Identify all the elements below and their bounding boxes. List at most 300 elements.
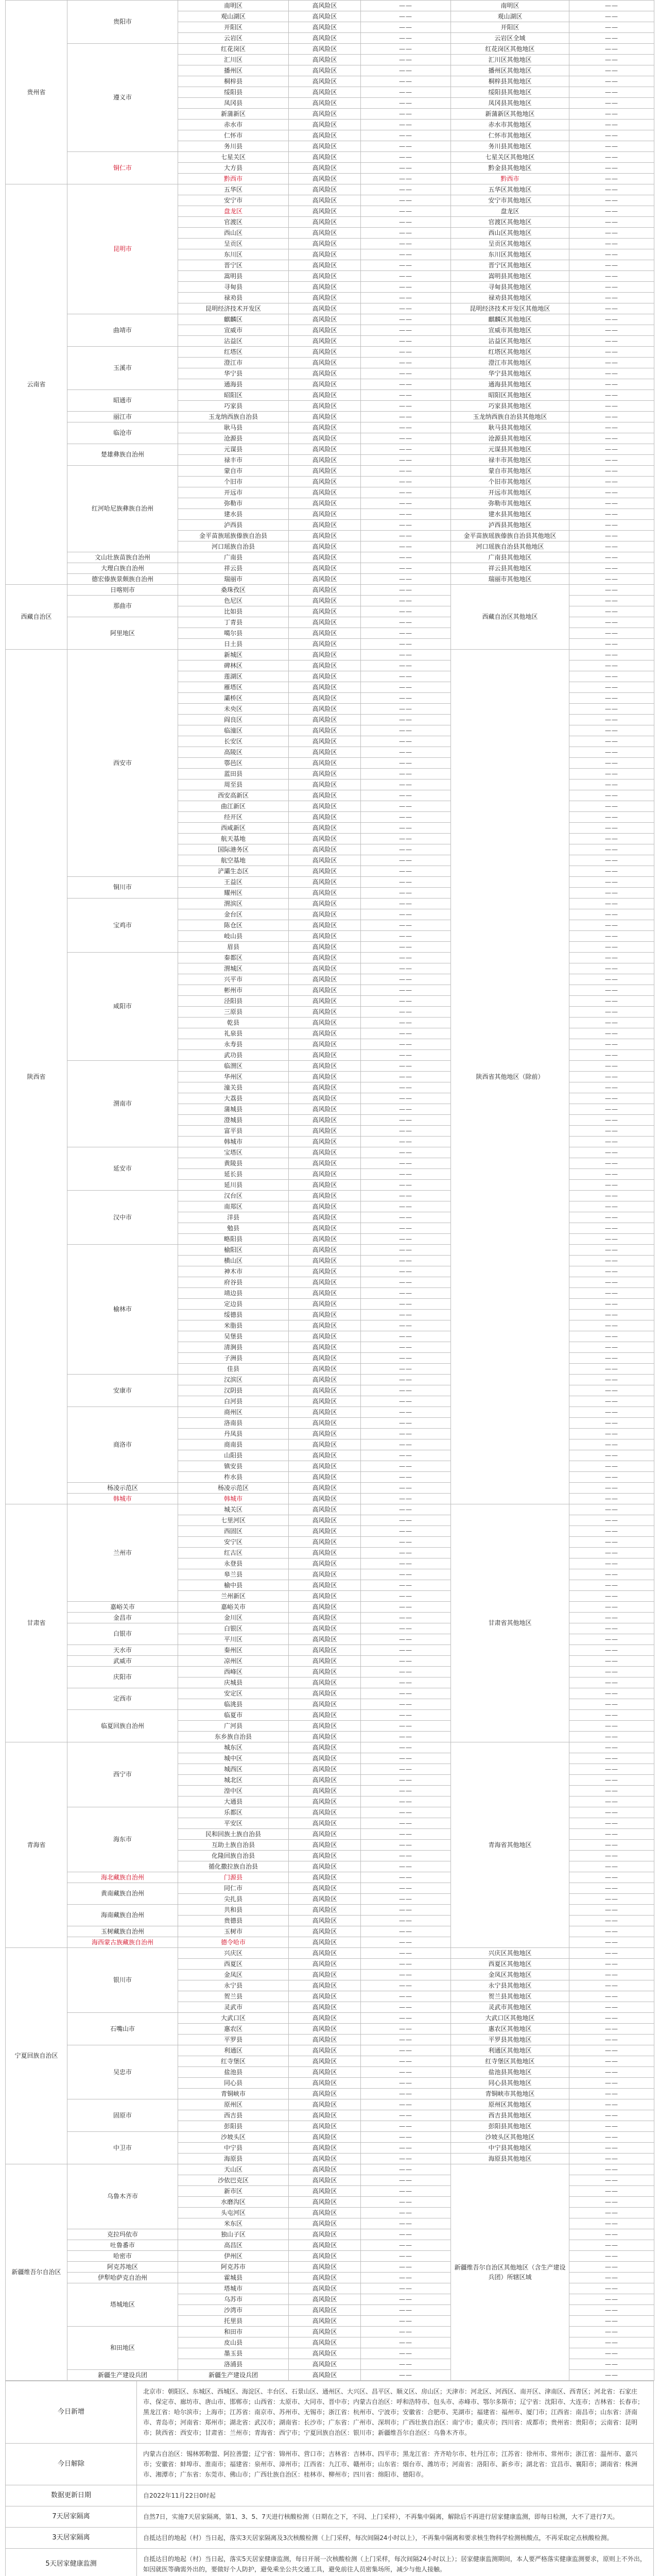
empty-dash-cell: —— [569, 541, 654, 552]
empty-dash-cell: —— [361, 682, 451, 693]
empty-dash-cell: —— [361, 2164, 451, 2175]
other-area-cell: 播州区其他地区 [451, 65, 569, 76]
county-cell: 比如县 [178, 606, 289, 617]
risk-level-cell: 高风险区 [289, 1104, 361, 1115]
other-area-cell: 泸西县其他地区 [451, 520, 569, 531]
empty-dash-cell: —— [569, 1526, 654, 1537]
empty-dash-cell: —— [569, 1732, 654, 1742]
county-cell: 大方县 [178, 163, 289, 174]
empty-dash-cell: —— [569, 844, 654, 855]
page [5, 0, 654, 2576]
risk-level-cell: 高风险区 [289, 909, 361, 920]
empty-dash-cell: —— [361, 844, 451, 855]
risk-level-cell: 高风险区 [289, 2294, 361, 2305]
county-cell: 礼泉县 [178, 1028, 289, 1039]
county-cell: 桑珠孜区 [178, 585, 289, 596]
city-cell: 渭南市 [67, 1061, 178, 1147]
risk-level-cell: 高风险区 [289, 2013, 361, 2024]
city-cell: 咸阳市 [67, 953, 178, 1061]
empty-dash-cell: —— [569, 563, 654, 574]
empty-dash-cell: —— [361, 2078, 451, 2089]
empty-dash-cell: —— [361, 1558, 451, 1569]
risk-level-cell: 高风险区 [289, 704, 361, 715]
empty-dash-cell: —— [361, 2175, 451, 2186]
risk-level-cell: 高风险区 [289, 1558, 361, 1569]
empty-dash-cell: —— [361, 996, 451, 1007]
empty-dash-cell: —— [569, 1256, 654, 1266]
empty-dash-cell: —— [569, 1786, 654, 1797]
risk-level-cell: 高风险区 [289, 769, 361, 779]
empty-dash-cell: —— [569, 174, 654, 184]
empty-dash-cell: —— [569, 1483, 654, 1494]
empty-dash-cell: —— [569, 942, 654, 953]
county-cell: 霍城县 [178, 2273, 289, 2283]
empty-dash-cell: —— [361, 801, 451, 812]
county-cell: 大荔县 [178, 1093, 289, 1104]
risk-level-cell: 高风险区 [289, 1364, 361, 1375]
risk-level-cell: 高风险区 [289, 1515, 361, 1526]
other-area-cell: 汇川区其他地区 [451, 55, 569, 65]
risk-level-cell: 高风险区 [289, 747, 361, 758]
county-cell: 米脂县 [178, 1320, 289, 1331]
note-label: 7天居家隔离 [6, 2506, 137, 2528]
empty-dash-cell: —— [361, 1104, 451, 1115]
empty-dash-cell: —— [361, 1634, 451, 1645]
risk-level-cell: 高风险区 [289, 1126, 361, 1137]
county-cell: 子洲县 [178, 1353, 289, 1364]
city-cell: 吴忠市 [67, 2045, 178, 2099]
county-cell: 城中区 [178, 1753, 289, 1764]
empty-dash-cell: —— [361, 1201, 451, 1212]
empty-dash-cell: —— [569, 1212, 654, 1223]
risk-level-cell: 高风险区 [289, 2283, 361, 2294]
other-area-cell: 原州区其他地区 [451, 2099, 569, 2110]
risk-level-cell: 高风险区 [289, 1234, 361, 1245]
empty-dash-cell: —— [361, 1375, 451, 1385]
risk-level-cell: 高风险区 [289, 2154, 361, 2164]
risk-level-cell: 高风险区 [289, 920, 361, 931]
table-row [6, 422, 654, 433]
county-cell: 碑林区 [178, 660, 289, 671]
empty-dash-cell: —— [361, 628, 451, 639]
risk-level-cell: 高风险区 [289, 412, 361, 422]
county-cell: 沙依巴克区 [178, 2175, 289, 2186]
empty-dash-cell: —— [361, 942, 451, 953]
county-cell: 佳县 [178, 1364, 289, 1375]
risk-level-cell: 高风险区 [289, 1147, 361, 1158]
empty-dash-cell: —— [361, 1245, 451, 1256]
risk-level-cell: 高风险区 [289, 628, 361, 639]
risk-level-cell: 高风险区 [289, 1764, 361, 1775]
empty-dash-cell: —— [361, 1277, 451, 1288]
empty-dash-cell: —— [361, 693, 451, 704]
county-cell: 弥勒市 [178, 498, 289, 509]
county-cell: 韩城市 [178, 1494, 289, 1504]
empty-dash-cell: —— [361, 1050, 451, 1061]
city-cell: 阿里地区 [67, 617, 178, 650]
county-cell: 长安区 [178, 736, 289, 747]
empty-dash-cell: —— [569, 1602, 654, 1613]
county-cell: 洛浦县 [178, 2359, 289, 2370]
risk-level-cell: 高风险区 [289, 87, 361, 98]
empty-dash-cell: —— [569, 1840, 654, 1851]
empty-dash-cell: —— [569, 596, 654, 606]
empty-dash-cell: —— [569, 931, 654, 942]
empty-dash-cell: —— [361, 1591, 451, 1602]
county-cell: 金平苗族瑶族傣族自治县 [178, 531, 289, 541]
empty-dash-cell: —— [361, 931, 451, 942]
table-row [6, 585, 654, 596]
risk-level-cell: 高风险区 [289, 1721, 361, 1732]
empty-dash-cell: —— [569, 1861, 654, 1872]
county-cell: 水磨沟区 [178, 2197, 289, 2208]
empty-dash-cell: —— [361, 779, 451, 790]
empty-dash-cell: —— [569, 120, 654, 130]
risk-level-cell: 高风险区 [289, 1829, 361, 1840]
empty-dash-cell: —— [569, 1883, 654, 1894]
risk-level-cell: 高风险区 [289, 1342, 361, 1353]
county-cell: 红寺堡区 [178, 2056, 289, 2067]
risk-level-cell: 高风险区 [289, 974, 361, 985]
table-row [6, 184, 654, 195]
empty-dash-cell: —— [569, 1613, 654, 1623]
risk-level-cell: 高风险区 [289, 1872, 361, 1883]
empty-dash-cell: —— [361, 1580, 451, 1591]
note-text: 自然7日，实施7天居家隔离，第1、3、5、7天进行核酸检测（日期在之下，不同、上门采样），不再集中隔离，解除后不再进行居家健康监测，即每日检测，大不了进行7天。 [137, 2506, 654, 2528]
empty-dash-cell: —— [569, 1980, 654, 1991]
risk-level-cell: 高风险区 [289, 477, 361, 487]
empty-dash-cell: —— [569, 76, 654, 87]
county-cell: 海原县 [178, 2154, 289, 2164]
empty-dash-cell: —— [361, 1840, 451, 1851]
empty-dash-cell: —— [569, 1937, 654, 1948]
empty-dash-cell: —— [361, 1894, 451, 1905]
risk-level-cell: 高风险区 [289, 1191, 361, 1201]
county-cell: 昆明经济技术开发区 [178, 303, 289, 314]
county-cell: 兴平市 [178, 974, 289, 985]
empty-dash-cell: —— [569, 1580, 654, 1591]
county-cell: 金凤区 [178, 1970, 289, 1980]
note-row [6, 2485, 654, 2506]
other-area-cell: 大武口区其他地区 [451, 2013, 569, 2024]
empty-dash-cell: —— [361, 2024, 451, 2035]
table-row [6, 1742, 654, 1753]
empty-dash-cell: —— [569, 33, 654, 44]
county-cell: 云岩区 [178, 33, 289, 44]
county-cell: 皋兰县 [178, 1569, 289, 1580]
risk-level-cell: 高风险区 [289, 1926, 361, 1937]
empty-dash-cell: —— [569, 1872, 654, 1883]
county-cell: 沙湾市 [178, 2305, 289, 2316]
empty-dash-cell: —— [569, 1753, 654, 1764]
empty-dash-cell: —— [361, 704, 451, 715]
empty-dash-cell: —— [569, 412, 654, 422]
other-area-cell: 禄劝县其他地区 [451, 293, 569, 303]
province-cell: 西藏自治区 [6, 585, 67, 650]
risk-level-cell: 高风险区 [289, 1245, 361, 1256]
empty-dash-cell: —— [569, 1916, 654, 1926]
risk-level-cell: 高风险区 [289, 801, 361, 812]
other-area-cell: 禄丰市其他地区 [451, 455, 569, 466]
empty-dash-cell: —— [361, 2067, 451, 2078]
county-cell: 榆阳区 [178, 1245, 289, 1256]
empty-dash-cell: —— [361, 1191, 451, 1201]
county-cell: 禄丰市 [178, 455, 289, 466]
city-cell: 西宁市 [67, 1742, 178, 1807]
empty-dash-cell: —— [569, 1385, 654, 1396]
county-cell: 沙坡头区 [178, 2132, 289, 2143]
county-cell: 秦州区 [178, 1645, 289, 1656]
other-area-cell: 寻甸县其他地区 [451, 282, 569, 293]
county-cell: 嘉峪关市 [178, 1602, 289, 1613]
empty-dash-cell: —— [361, 1483, 451, 1494]
empty-dash-cell: —— [361, 1786, 451, 1797]
empty-dash-cell: —— [361, 1, 451, 11]
empty-dash-cell: —— [569, 758, 654, 769]
other-area-cell: 五华区其他地区 [451, 184, 569, 195]
county-cell: 白河县 [178, 1396, 289, 1407]
county-cell: 城关区 [178, 1504, 289, 1515]
risk-level-cell: 高风险区 [289, 1851, 361, 1861]
other-area-cell: 红塔区其他地区 [451, 347, 569, 358]
table-row [6, 390, 654, 401]
empty-dash-cell: —— [361, 303, 451, 314]
empty-dash-cell: —— [361, 2327, 451, 2337]
empty-dash-cell: —— [569, 617, 654, 628]
risk-level-cell: 高风险区 [289, 855, 361, 866]
risk-level-cell: 高风险区 [289, 2327, 361, 2337]
risk-level-cell: 高风险区 [289, 2056, 361, 2067]
other-area-cell: 永宁县其他地区 [451, 1980, 569, 1991]
empty-dash-cell: —— [569, 2305, 654, 2316]
county-cell: 仁怀市 [178, 130, 289, 141]
risk-level-cell: 高风险区 [289, 1201, 361, 1212]
empty-dash-cell: —— [569, 812, 654, 823]
empty-dash-cell: —— [361, 877, 451, 888]
empty-dash-cell: —— [361, 1764, 451, 1775]
city-cell: 兰州市 [67, 1504, 178, 1602]
empty-dash-cell: —— [361, 1926, 451, 1937]
county-cell: 城西区 [178, 1764, 289, 1775]
other-area-cell: 祥云县其他地区 [451, 563, 569, 574]
empty-dash-cell: —— [361, 1180, 451, 1191]
county-cell: 庆城县 [178, 1677, 289, 1688]
empty-dash-cell: —— [569, 1494, 654, 1504]
county-cell: 天山区 [178, 2164, 289, 2175]
risk-level-cell: 高风险区 [289, 1959, 361, 1970]
county-cell: 宝塔区 [178, 1147, 289, 1158]
county-cell: 乌苏市 [178, 2294, 289, 2305]
risk-level-cell: 高风险区 [289, 1061, 361, 1072]
province-cell: 青海省 [6, 1742, 67, 1948]
other-area-cell: 利通区其他地区 [451, 2045, 569, 2056]
county-cell: 高昌区 [178, 2240, 289, 2251]
city-cell: 和田地区 [67, 2327, 178, 2370]
risk-level-cell: 高风险区 [289, 1948, 361, 1959]
empty-dash-cell: —— [569, 1634, 654, 1645]
risk-level-cell: 高风险区 [289, 1375, 361, 1385]
empty-dash-cell: —— [361, 1331, 451, 1342]
empty-dash-cell: —— [361, 2359, 451, 2370]
county-cell: 兰州新区 [178, 1591, 289, 1602]
empty-dash-cell: —— [361, 487, 451, 498]
empty-dash-cell: —— [361, 1288, 451, 1299]
other-area-cell: 盘龙区 [451, 206, 569, 217]
empty-dash-cell: —— [569, 1201, 654, 1212]
city-cell: 白银市 [67, 1623, 178, 1645]
county-cell: 汇川区 [178, 55, 289, 65]
empty-dash-cell: —— [361, 1742, 451, 1753]
risk-level-cell: 高风险区 [289, 682, 361, 693]
risk-level-cell: 高风险区 [289, 531, 361, 541]
risk-level-cell: 高风险区 [289, 2208, 361, 2218]
empty-dash-cell: —— [569, 379, 654, 390]
empty-dash-cell: —— [569, 217, 654, 228]
risk-level-cell: 高风险区 [289, 1797, 361, 1807]
table-row [6, 314, 654, 325]
risk-level-cell: 高风险区 [289, 1504, 361, 1515]
empty-dash-cell: —— [569, 660, 654, 671]
empty-dash-cell: —— [569, 336, 654, 347]
empty-dash-cell: —— [569, 2337, 654, 2348]
other-area-cell: 元谋县其他地区 [451, 444, 569, 455]
empty-dash-cell: —— [569, 628, 654, 639]
empty-dash-cell: —— [569, 152, 654, 163]
empty-dash-cell: —— [361, 2013, 451, 2024]
county-cell: 鄠邑区 [178, 758, 289, 769]
county-cell: 西吉县 [178, 2110, 289, 2121]
empty-dash-cell: —— [569, 422, 654, 433]
county-cell: 略阳县 [178, 1234, 289, 1245]
city-cell: 宝鸡市 [67, 899, 178, 953]
county-cell: 临洮县 [178, 1699, 289, 1710]
table-row [6, 347, 654, 358]
other-area-cell: 新蒲新区其他地区 [451, 109, 569, 120]
county-cell: 国际港务区 [178, 844, 289, 855]
risk-level-cell: 高风险区 [289, 1039, 361, 1050]
empty-dash-cell: —— [569, 1569, 654, 1580]
risk-level-cell: 高风险区 [289, 1732, 361, 1742]
empty-dash-cell: —— [361, 2294, 451, 2305]
risk-level-cell: 高风险区 [289, 141, 361, 152]
other-area-cell: 青铜峡市其他地区 [451, 2089, 569, 2099]
risk-level-cell: 高风险区 [289, 963, 361, 974]
county-cell: 岐山县 [178, 931, 289, 942]
empty-dash-cell: —— [361, 1667, 451, 1677]
empty-dash-cell: —— [361, 2262, 451, 2273]
county-cell: 华州区 [178, 1072, 289, 1082]
county-cell: 大通县 [178, 1797, 289, 1807]
other-area-cell: 凤冈县其他地区 [451, 98, 569, 109]
city-cell: 定西市 [67, 1688, 178, 1710]
county-cell: 汉台区 [178, 1191, 289, 1201]
city-cell: 石嘴山市 [67, 2013, 178, 2045]
risk-level-cell: 高风险区 [289, 2078, 361, 2089]
empty-dash-cell: —— [361, 1959, 451, 1970]
empty-dash-cell: —— [569, 271, 654, 282]
empty-dash-cell: —— [361, 260, 451, 271]
county-cell: 陈仓区 [178, 920, 289, 931]
empty-dash-cell: —— [569, 2251, 654, 2262]
empty-dash-cell: —— [569, 1472, 654, 1483]
empty-dash-cell: —— [361, 985, 451, 996]
city-cell: 哈密市 [67, 2251, 178, 2262]
city-cell: 临沧市 [67, 422, 178, 444]
county-cell: 日土县 [178, 639, 289, 650]
empty-dash-cell: —— [361, 2035, 451, 2045]
empty-dash-cell: —— [569, 520, 654, 531]
empty-dash-cell: —— [361, 2197, 451, 2208]
other-area-cell: 安宁市其他地区 [451, 195, 569, 206]
empty-dash-cell: —— [361, 2099, 451, 2110]
risk-level-cell: 高风险区 [289, 1807, 361, 1818]
other-area-cell: 麒麟区其他地区 [451, 314, 569, 325]
note-row [6, 2381, 654, 2444]
empty-dash-cell: —— [361, 271, 451, 282]
county-cell: 武功县 [178, 1050, 289, 1061]
county-cell: 汉滨区 [178, 1375, 289, 1385]
empty-dash-cell: —— [569, 2262, 654, 2273]
empty-dash-cell: —— [361, 1212, 451, 1223]
other-area-cell: 西山区其他地区 [451, 228, 569, 239]
empty-dash-cell: —— [361, 1082, 451, 1093]
empty-dash-cell: —— [569, 574, 654, 585]
note-row [6, 2444, 654, 2485]
empty-dash-cell: —— [361, 1645, 451, 1656]
risk-level-cell: 高风险区 [289, 844, 361, 855]
empty-dash-cell: —— [569, 2078, 654, 2089]
risk-level-cell: 高风险区 [289, 617, 361, 628]
risk-level-cell: 高风险区 [289, 1569, 361, 1580]
county-cell: 盐池县 [178, 2067, 289, 2078]
empty-dash-cell: —— [361, 1093, 451, 1104]
risk-level-cell: 高风险区 [289, 1883, 361, 1894]
empty-dash-cell: —— [361, 1548, 451, 1558]
empty-dash-cell: —— [361, 888, 451, 899]
risk-level-cell: 高风险区 [289, 2218, 361, 2229]
county-cell: 循化撒拉族自治县 [178, 1861, 289, 1872]
empty-dash-cell: —— [361, 974, 451, 985]
city-cell: 贵阳市 [67, 1, 178, 44]
risk-level-cell: 高风险区 [289, 552, 361, 563]
risk-level-cell: 高风险区 [289, 2067, 361, 2078]
city-cell: 遵义市 [67, 44, 178, 152]
empty-dash-cell: —— [569, 552, 654, 563]
empty-dash-cell: —— [569, 87, 654, 98]
empty-dash-cell: —— [569, 1245, 654, 1256]
risk-level-cell: 高风险区 [289, 336, 361, 347]
county-cell: 雁塔区 [178, 682, 289, 693]
empty-dash-cell: —— [361, 314, 451, 325]
county-cell: 蒙自市 [178, 466, 289, 477]
other-area-cell: 南明区 [451, 1, 569, 11]
risk-level-cell: 高风险区 [289, 1277, 361, 1288]
city-cell: 丽江市 [67, 412, 178, 422]
risk-level-cell: 高风险区 [289, 22, 361, 33]
other-area-cell: 巧家县其他地区 [451, 401, 569, 412]
other-area-cell: 黔金县其他地区 [451, 163, 569, 174]
county-cell: 临潼区 [178, 725, 289, 736]
risk-level-cell: 高风险区 [289, 650, 361, 660]
empty-dash-cell: —— [569, 206, 654, 217]
empty-dash-cell: —— [361, 1039, 451, 1050]
risk-level-cell: 高风险区 [289, 834, 361, 844]
empty-dash-cell: —— [569, 1926, 654, 1937]
empty-dash-cell: —— [569, 1234, 654, 1245]
risk-level-cell: 高风险区 [289, 174, 361, 184]
empty-dash-cell: —— [569, 1450, 654, 1461]
risk-level-cell: 高风险区 [289, 606, 361, 617]
